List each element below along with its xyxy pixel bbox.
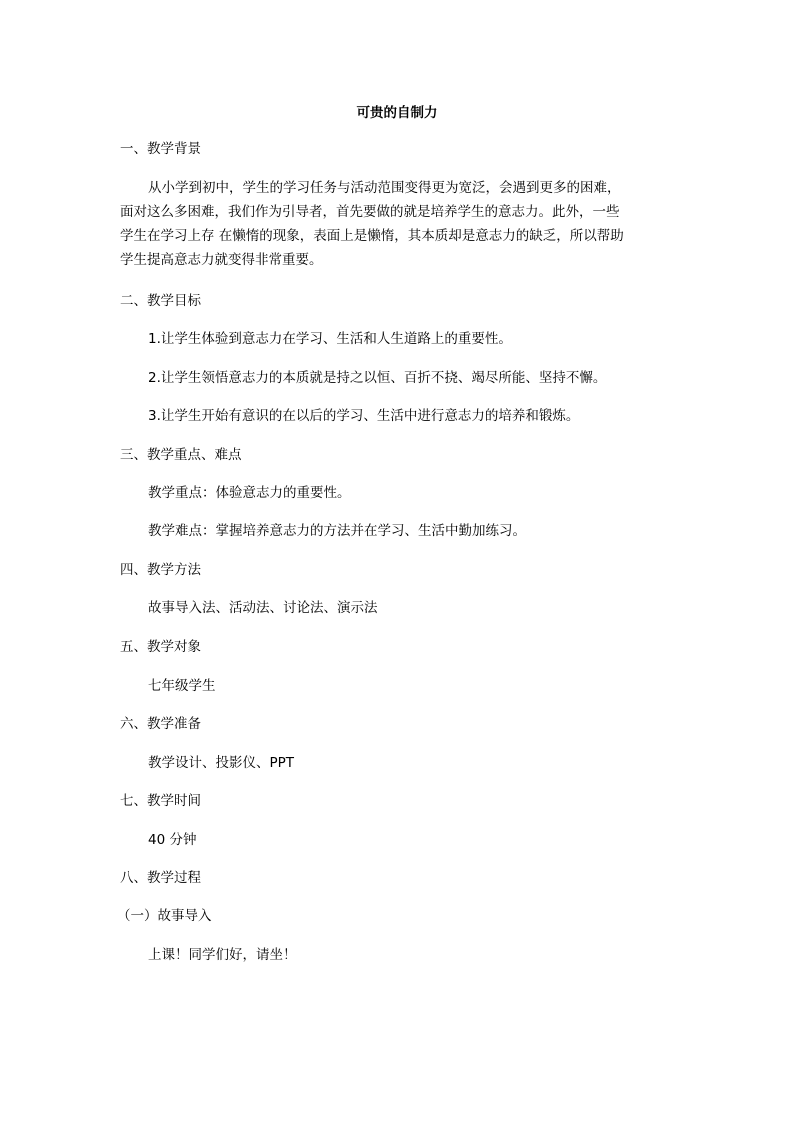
process-subheading: （一）故事导入 xyxy=(117,908,212,924)
section-heading-methods: 四、教学方法 xyxy=(120,562,201,578)
section-heading-process: 八、教学过程 xyxy=(120,870,201,886)
section-heading-preparation: 六、教学准备 xyxy=(120,716,201,732)
duration-text: 40 分钟 xyxy=(148,832,197,848)
section-heading-background: 一、教学背景 xyxy=(120,141,201,157)
key-difficulty-text: 教学难点：掌握培养意志力的方法并在学习、生活中勤加练习。 xyxy=(148,523,526,539)
section-heading-key-points: 三、教学重点、难点 xyxy=(120,447,242,463)
section-heading-duration: 七、教学时间 xyxy=(120,793,201,809)
goal-item: 2.让学生领悟意志力的本质就是持之以恒、百折不挠、竭尽所能、坚持不懈。 xyxy=(148,370,607,386)
goal-item: 1.让学生体验到意志力在学习、生活和人生道路上的重要性。 xyxy=(148,331,512,347)
section-heading-goals: 二、教学目标 xyxy=(120,293,201,309)
key-focus-text: 教学重点：体验意志力的重要性。 xyxy=(148,485,351,501)
process-text: 上课！同学们好，请坐！ xyxy=(148,947,297,963)
document-title: 可贵的自制力 xyxy=(356,105,438,121)
background-line: 学生在学习上存 在懒惰的现象，表面上是懒惰，其本质却是意志力的缺乏，所以帮助 xyxy=(120,228,624,244)
preparation-text: 教学设计、投影仪、PPT xyxy=(148,755,295,771)
section-heading-audience: 五、教学对象 xyxy=(120,639,201,655)
background-line: 学生提高意志力就变得非常重要。 xyxy=(120,252,323,268)
audience-text: 七年级学生 xyxy=(148,678,216,694)
methods-text: 故事导入法、活动法、讨论法、演示法 xyxy=(148,600,378,616)
background-line: 从小学到初中，学生的学习任务与活动范围变得更为宽泛，会遇到更多的困难， xyxy=(148,180,621,196)
background-line: 面对这么多困难，我们作为引导者，首先要做的就是培养学生的意志力。此外，一些 xyxy=(120,204,620,220)
background-paragraph xyxy=(120,176,680,272)
goal-item: 3.让学生开始有意识的在以后的学习、生活中进行意志力的培养和锻炼。 xyxy=(148,408,580,424)
